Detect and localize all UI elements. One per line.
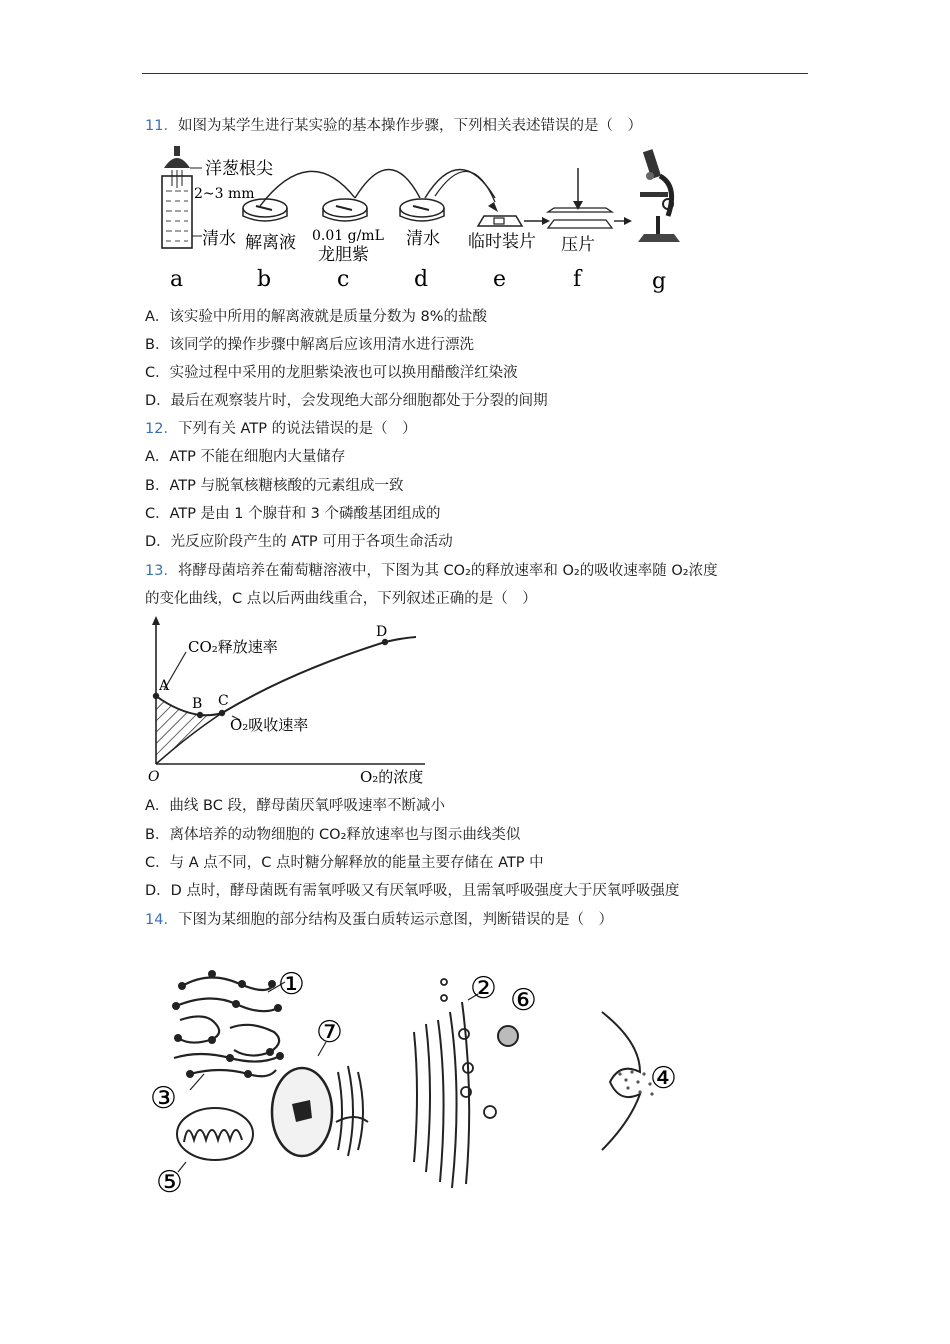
nucleus-icon (272, 1068, 332, 1156)
q12-option-d: D．光反应阶段产生的 ATP 可用于各项生命活动 (145, 534, 453, 550)
marker-4: ④ (650, 1061, 677, 1096)
point-c-label: C (218, 693, 229, 709)
length-label: 2~3 mm (194, 186, 255, 202)
petri-dish-b-icon (243, 199, 287, 221)
q13-option-c: C．与 A 点不同，C 点时糖分解释放的能量主要存储在 ATP 中 (145, 855, 544, 871)
petri-dish-c-icon (323, 199, 367, 221)
root-tip-label: 洋葱根尖 (205, 159, 273, 179)
step-d-label: d (414, 267, 429, 292)
step-e-label: e (493, 267, 507, 292)
q13-option-b: B．离体培养的动物细胞的 CO₂释放速率也与图示曲线类似 (145, 827, 521, 843)
step-f-label: f (573, 267, 582, 292)
q13-stem-line1 (145, 561, 718, 581)
temp-slide-label: 临时装片 (468, 232, 536, 252)
q11-option-d: D．最后在观察装片时，会发现绝大部分细胞都处于分裂的间期 (145, 393, 548, 409)
q12-stem (145, 419, 417, 439)
q13-option-a: A．曲线 BC 段，酵母菌厌氧呼吸速率不断减小 (145, 798, 445, 814)
q12-option-b: B．ATP 与脱氧核糖核酸的元素组成一致 (145, 478, 404, 494)
q14-stem (145, 910, 613, 930)
secretory-vesicle-icon (498, 1026, 518, 1046)
x-axis-label: O₂的浓度 (360, 768, 424, 786)
stain-concentration-label: 0.01 g/mL (312, 228, 384, 244)
q13-stem-text1: 将酵母菌培养在葡萄糖溶液中，下图为其 CO₂的释放速率和 O₂的吸收速率随 O₂浓度 (177, 563, 718, 579)
q11-option-b: B．该同学的操作步骤中解离后应该用清水进行漂洗 (145, 337, 474, 353)
co2-curve-label: CO₂释放速率 (188, 638, 278, 656)
point-a-label: A (159, 678, 170, 694)
q14-number: 14． (145, 912, 178, 928)
water-label-a: 清水 (202, 229, 236, 249)
q11-stem-text: 如图为某学生进行某实验的基本操作步骤，下列相关表述错误的是（ ） (177, 118, 642, 134)
marker-6: ⑥ (510, 983, 537, 1018)
q13-respiration-graph (140, 612, 440, 790)
marker-5: ⑤ (156, 1165, 183, 1200)
marker-2: ② (470, 971, 497, 1006)
q13-option-d: D．D 点时，酵母菌既有需氧呼吸又有厌氧呼吸，且需氧呼吸强度大于厌氧呼吸强度 (145, 883, 680, 899)
q11-stem (145, 116, 642, 136)
marker-1: ① (278, 967, 305, 1002)
q11-option-a: A．该实验中所用的解离液就是质量分数为 8%的盐酸 (145, 309, 488, 325)
q14-cell-structure-figure (150, 962, 700, 1202)
q11-number: 11． (145, 118, 178, 134)
marker-3: ③ (150, 1081, 177, 1116)
press-label: 压片 (561, 235, 595, 255)
step-b-label: b (257, 267, 272, 292)
dissociation-label: 解离液 (245, 233, 296, 253)
q12-number: 12． (145, 421, 178, 437)
golgi-icon (336, 1066, 368, 1156)
o2-curve-label: O₂吸收速率 (230, 716, 309, 734)
stain-label: 龙胆紫 (318, 245, 369, 265)
petri-dish-d-icon (400, 199, 444, 221)
step-a-label: a (170, 267, 184, 292)
secreted-particles (618, 1070, 653, 1095)
press-slide-icon (548, 168, 612, 228)
header-rule (142, 73, 808, 74)
microscope-icon (638, 149, 680, 242)
q12-stem-text: 下列有关 ATP 的说法错误的是（ ） (177, 421, 417, 437)
q11-experiment-figure (150, 146, 690, 301)
q13-stem-line2: 的变化曲线，C 点以后两曲线重合，下列叙述正确的是（ ） (145, 591, 537, 607)
q11-option-c: C．实验过程中采用的龙胆紫染液也可以换用醋酸洋红染液 (145, 365, 518, 381)
q14-stem-text: 下图为某细胞的部分结构及蛋白质转运示意图，判断错误的是（ ） (177, 912, 613, 928)
q13-number: 13． (145, 563, 178, 579)
step-g-label: g (652, 269, 667, 294)
ribosomes (172, 970, 284, 1078)
origin-label: O (148, 769, 160, 785)
water-label-d: 清水 (406, 229, 440, 249)
step-c-label: c (337, 267, 350, 292)
point-b-label: B (192, 696, 203, 712)
q12-option-a: A．ATP 不能在细胞内大量储存 (145, 449, 346, 465)
rough-er-icon (174, 977, 280, 1076)
hatched-region (156, 696, 222, 764)
mitochondrion-icon (177, 1108, 253, 1160)
cell-membrane-icon (602, 1012, 640, 1150)
marker-7: ⑦ (316, 1015, 343, 1050)
q12-option-c: C．ATP 是由 1 个腺苷和 3 个磷酸基团组成的 (145, 506, 441, 522)
point-d-label: D (376, 624, 388, 640)
slide-icon (478, 216, 522, 226)
